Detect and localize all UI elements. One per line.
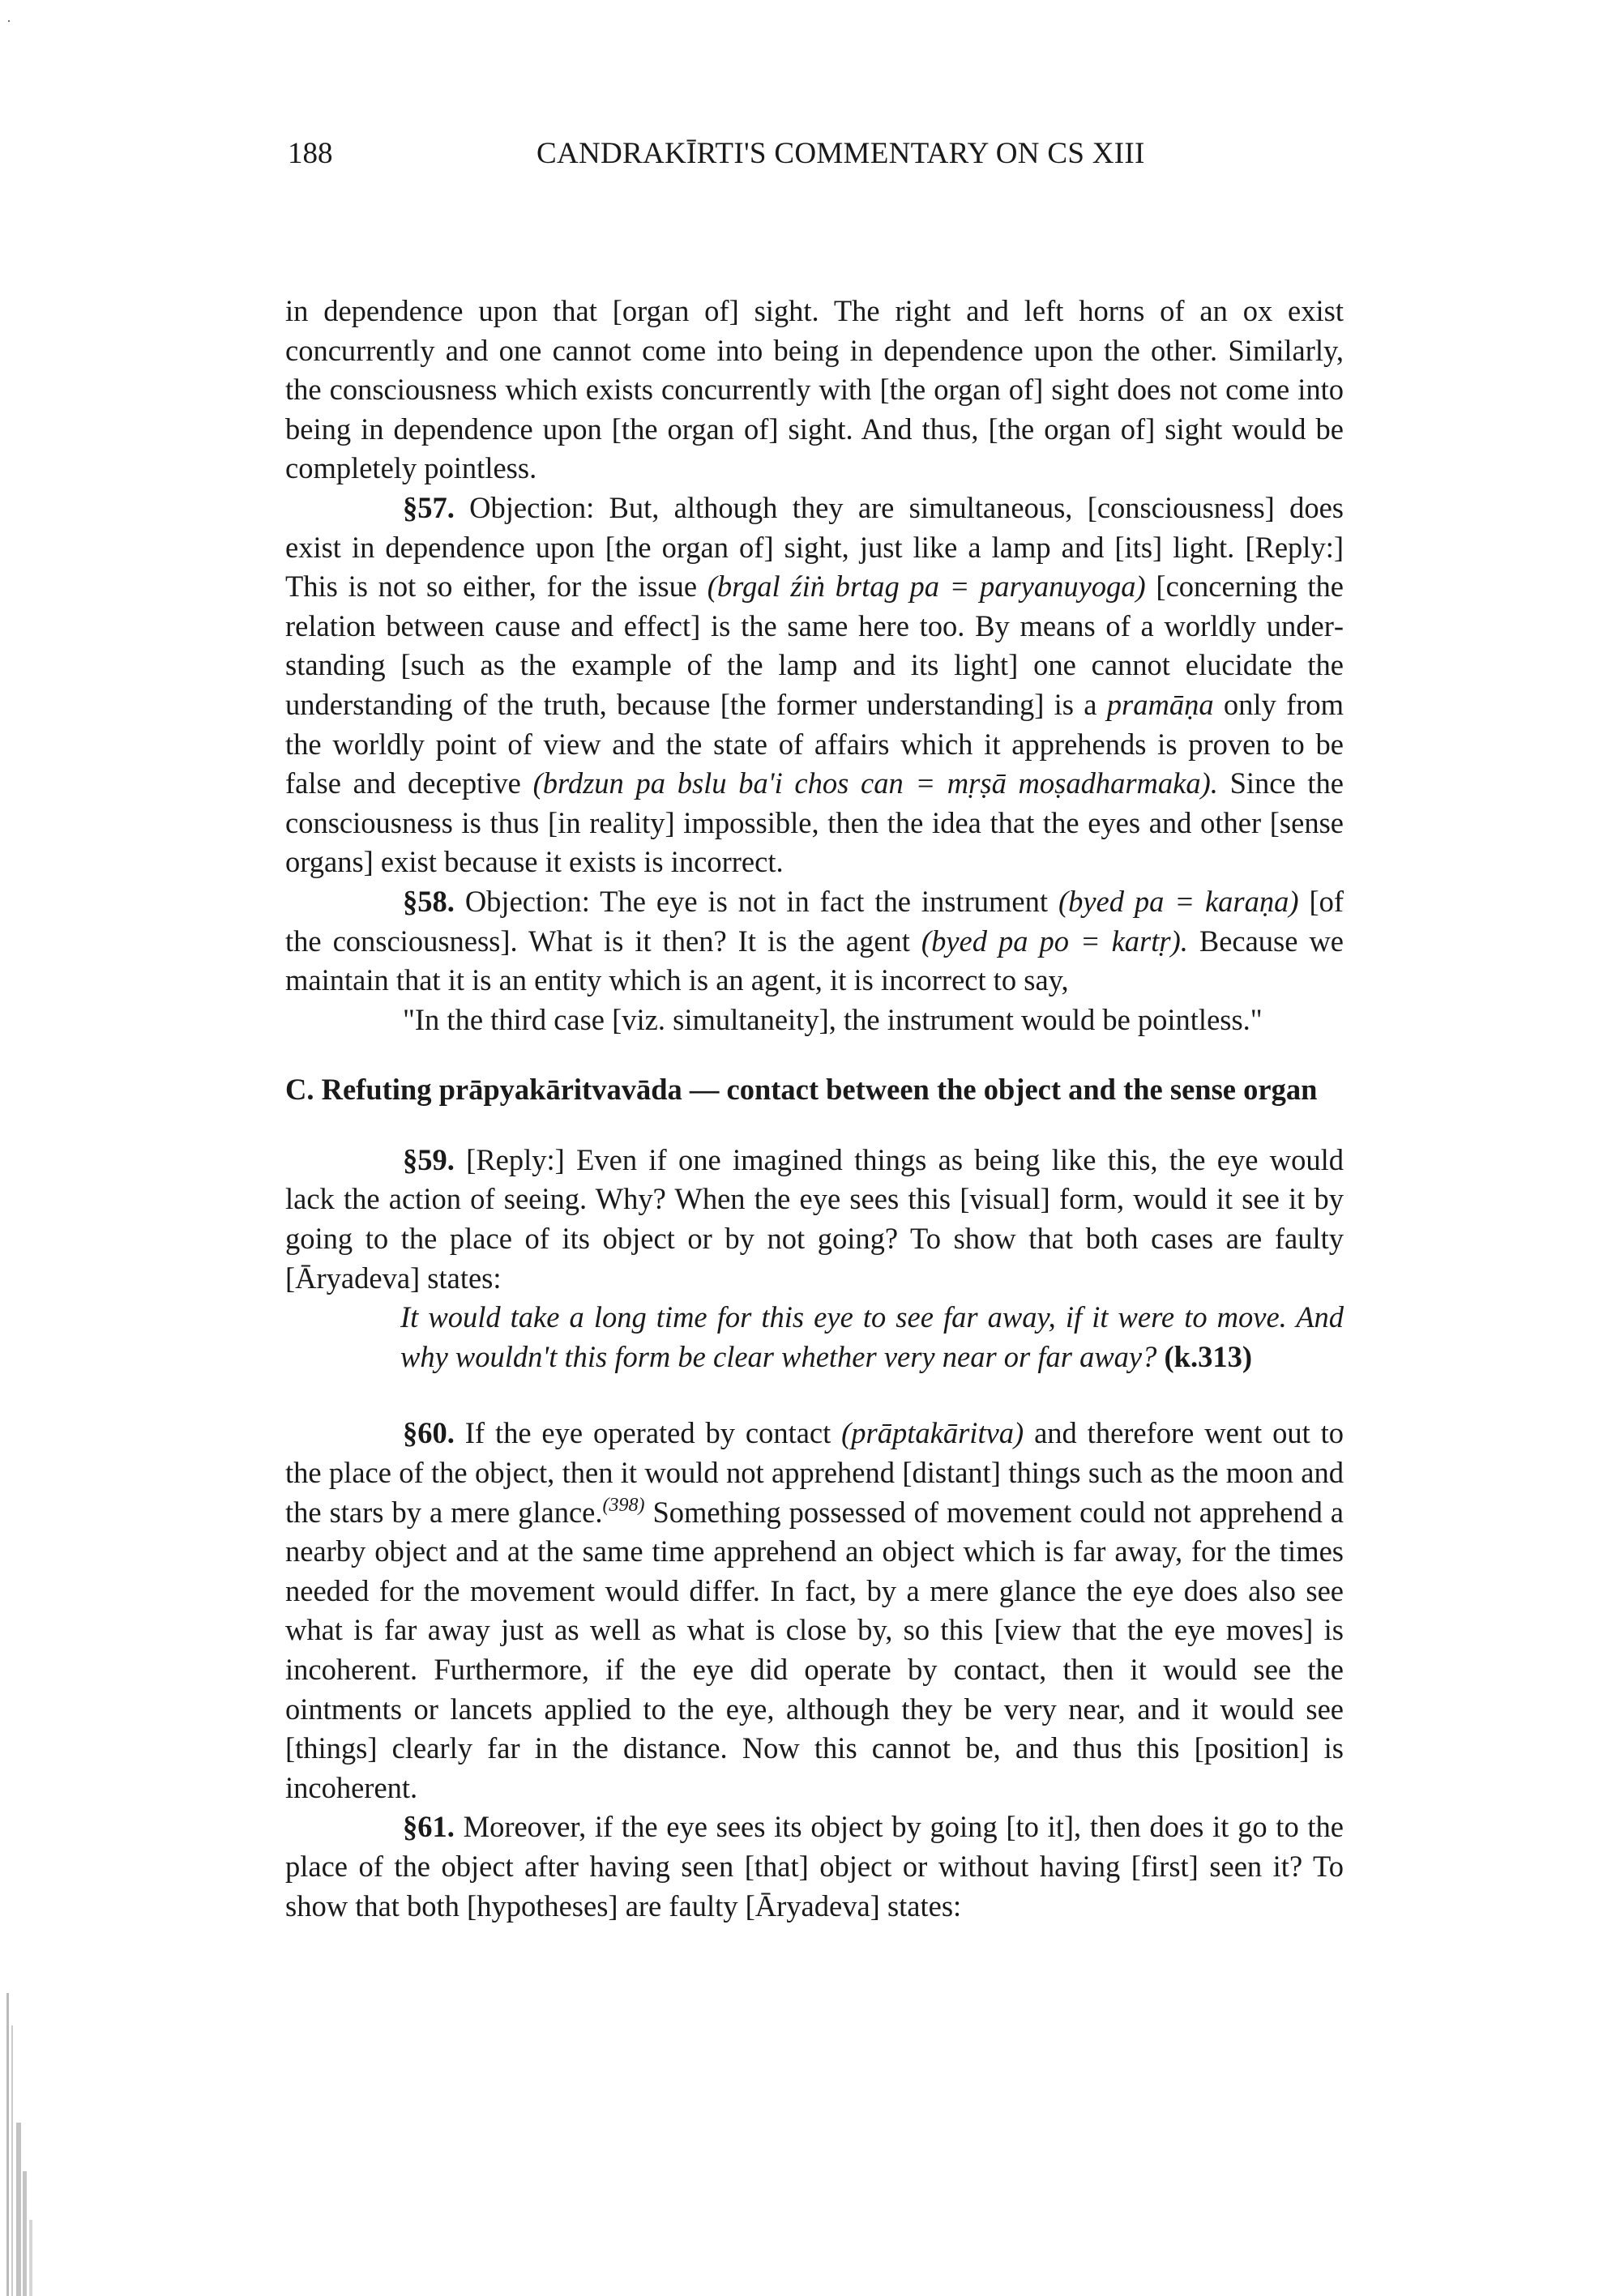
section-text: If the eye operated by contact — [464, 1416, 831, 1450]
section-60 — [285, 1414, 1344, 1807]
verse-text: It would take a long time for this eye to see far away, if it were to move. And why wouldn't this form be clear whether very near or far away? — [400, 1300, 1344, 1373]
page-number: 188 — [288, 137, 333, 170]
section-text: Moreover, if the eye sees its object by going [to it], then does it go to the place of the object after having seen [that] object or without having [first] seen it? To show that both [hypotheses] are faulty [Āryadeva] states: — [285, 1810, 1344, 1923]
section-58 — [285, 882, 1344, 1001]
verse-313 — [400, 1298, 1344, 1376]
section-text: Objection: But, although they are simultaneous, [consciousness] does exist in dependence upon [the organ of] sight, just like a lamp and [its] light. [Reply:] This is not so either, for the issue — [285, 490, 1344, 604]
binding-line — [11, 2025, 13, 2296]
section-number: §59. — [403, 1142, 455, 1176]
term-gloss: (brdzun pa bslu ba'i chos can = mṛṣā moṣadharmaka). — [532, 766, 1218, 800]
binding-shadow-block — [23, 2171, 27, 2296]
scan-binding-shadow — [0, 1977, 73, 2296]
section-61 — [285, 1807, 1344, 1926]
term-gloss: (brgal źiṅ brtag pa = paryanuyoga) — [707, 570, 1146, 604]
term-gloss: (byed pa = karaṇa) — [1058, 884, 1299, 918]
section-text: [Reply:] Even if one imagined things as being like this, the eye would lack the action of seeing. Why? When the eye sees this [visual] form, would it see it by going to the place of its object or by not going? To show that both cases are faulty [Āryadeva] states: — [285, 1142, 1344, 1295]
section-text: [concerning the relation between cause and effect] is the same here too. By means of a worldly understanding [such as the example of the lamp and its light] one cannot elucidate the understanding of the truth, because [the former understanding] is a — [285, 570, 1344, 721]
footnote-marker: (398) — [602, 1494, 645, 1516]
section-heading: C. Refuting prāpyakāritvavāda — contact between the object and the sense organ — [285, 1073, 1318, 1107]
verse-reference: (k.313) — [1164, 1339, 1252, 1373]
section-number: §61. — [403, 1810, 455, 1844]
section-text: Because we maintain that it is an entity which is an agent, it is incorrect to say, — [285, 924, 1344, 997]
term-gloss: pramāṇa — [1106, 687, 1214, 721]
scan-speck: · — [6, 13, 11, 29]
binding-line — [6, 1993, 9, 2296]
paragraph-continuation: in dependence upon that [organ of] sight. The right and left horns of an ox exist concurrently and one cannot come into being in dependence upon the other. Similarly, the consciousness which exists concurrently with [the organ of] sight does not come into being in dependence upon [the organ of] sight. And thus, [the organ of] sight would be completely pointless. — [285, 294, 1344, 485]
binding-shadow-block — [16, 2123, 21, 2296]
section-text: Objection: The eye is not in fact the instrument — [464, 884, 1048, 918]
section-text: Since the consciousness is thus [in reality] impossible, then the idea that the eyes and other [sense organs] exist because it exists is incorrect. — [285, 766, 1344, 879]
section-number: §57. — [403, 490, 455, 524]
section-59 — [285, 1141, 1344, 1298]
running-title: CANDRAKĪRTI'S COMMENTARY ON CS XIII — [536, 137, 1145, 170]
quoted-line: "In the third case [viz. simultaneity], the instrument would be pointless." — [403, 1002, 1263, 1036]
running-header — [288, 136, 1345, 177]
term-gloss: (byed pa po = kartṛ). — [921, 924, 1188, 958]
section-text: [of the consciousness]. What is it then? It is the agent — [285, 884, 1344, 958]
section-number: §58. — [403, 884, 455, 918]
section-text: only from the worldly point of view and the state of affairs which it apprehends is proven to be false and deceptive — [285, 687, 1344, 800]
body-text — [285, 292, 1344, 1926]
section-57 — [285, 489, 1344, 882]
binding-shadow-block — [29, 2220, 32, 2296]
section-number: §60. — [403, 1416, 455, 1450]
section-text: and therefore went out to the place of the object, then it would not apprehend [distant] things such as the moon and the stars by a mere glance. — [285, 1416, 1344, 1529]
section-text: Something possessed of movement could not apprehend a nearby object and at the same time apprehend an object which is far away, for the times needed for the movement would differ. In fact, by a mere glance the eye does also see what is far away just as well as what is close by, so this [view that the eye moves] is incoherent. Furthermore, if the eye did operate by contact, then it would see the ointments or lancets applied to the eye, although they be very near, and it would see [things] clearly far in the distance. Now this cannot be, and thus this [position] is incoherent. — [285, 1495, 1344, 1804]
term-gloss: (prāptakāritva) — [841, 1416, 1024, 1450]
